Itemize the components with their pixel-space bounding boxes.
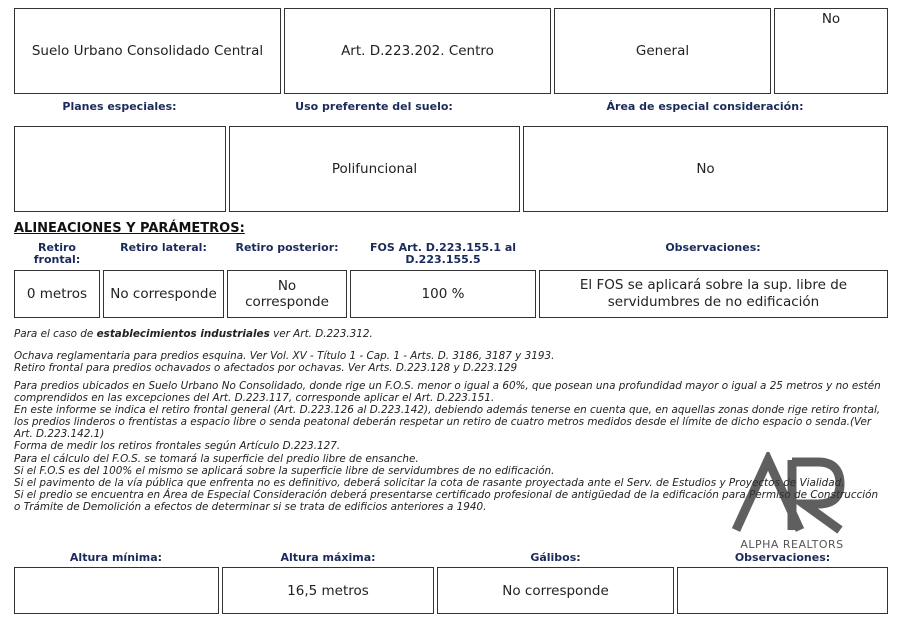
note-industriales-pre: Para el caso de <box>14 328 97 340</box>
uso-label: Uso preferente del suelo: <box>295 100 453 113</box>
note-fos-100: Si el F.O.S es del 100% el mismo se aplicará sobre la superficie libre de servidumbres de no edificación. <box>14 464 555 477</box>
note-retiro-general: En este informe se indica el retiro frontal general (Art. D.223.126 al D.223.142), debiendo además tenerse en cuenta que, en aquellas zonas donde rige retiro frontal, los predios linderos o frentistas a espacio libre o senda peatonal deberán respetar un retiro de cuatro metros medidos desde el límite de dicho espacio o senda.(Ver Art. D.223.142.1) <box>14 404 881 441</box>
area-label: Área de especial consideración: <box>606 100 804 113</box>
uso-field <box>229 126 520 212</box>
area-field <box>523 126 888 212</box>
observaciones-label: Observaciones: <box>665 241 761 254</box>
alpha-realtors-brand: ALPHA REALTORS <box>740 538 844 551</box>
altura-minima-field <box>14 567 219 614</box>
suelo-value: Suelo Urbano Consolidado Central <box>31 43 264 59</box>
retiro-posterior-value: No corresponde <box>245 278 329 310</box>
note-industriales-post: ver Art. D.223.312. <box>269 328 373 340</box>
note-especial-consideracion: Si el predio se encuentra en Área de Especial Consideración deberá presentarse certificado profesional de antigüedad de la edificación para Permiso de Construcción o Trámite de Demolición a efectos de determinar si se trata de edificios anteriores a 1940. <box>14 488 879 513</box>
notes-ochava <box>14 350 884 374</box>
fos-value: 100 % <box>421 286 465 302</box>
retiro-frontal-label: Retiro frontal: <box>33 241 81 266</box>
alturas-observaciones-field <box>677 567 888 614</box>
altura-maxima-value: 16,5 metros <box>287 582 369 599</box>
articulo-field <box>284 8 551 94</box>
articulo-value: Art. D.223.202. Centro <box>341 43 494 59</box>
note-pavimento: Si el pavimento de la vía pública que enfrenta no es definitivo, deberá solicitar la cota de rasante proyectada ante el Serv. de Estudios y Proyectos de Vialidad. <box>14 476 845 489</box>
altura-minima-label: Altura mínima: <box>69 551 163 564</box>
alineaciones-title: ALINEACIONES Y PARÁMETROS: <box>14 221 245 236</box>
retiro-posterior-field <box>227 270 347 318</box>
planes-label: Planes especiales: <box>62 100 177 113</box>
regimen-field <box>554 8 771 94</box>
suelo-field <box>14 8 281 94</box>
note-retiro-ochavados: Retiro frontal para predios ochavados o afectados por ochavas. Ver Arts. D.223.128 y D.223.129 <box>14 362 518 375</box>
note-no-consolidado: Para predios ubicados en Suelo Urbano No Consolidado, donde rige un F.O.S. menor o igual a 60%, que posean una profundidad mayor o igual a 25 metros y no estén comprendidos en las excepciones del Art. D.223.117, corresponde aplicar el Art. D.223.151. <box>14 380 881 405</box>
retiro-lateral-field <box>103 270 224 318</box>
observaciones-field <box>539 270 888 318</box>
retiro-posterior-label: Retiro posterior: <box>235 241 339 254</box>
alturas-observaciones-label: Observaciones: <box>734 551 831 564</box>
extra-value: No <box>821 11 841 27</box>
fos-field <box>350 270 536 318</box>
retiro-lateral-value: No corresponde <box>110 286 217 302</box>
extra-field <box>774 8 888 94</box>
area-value: No <box>696 161 715 177</box>
galibos-label: Gálibos: <box>530 551 581 564</box>
observaciones-value: El FOS se aplicará sobre la sup. libre de servidumbres de no edificación <box>579 277 848 310</box>
galibos-field <box>437 567 674 614</box>
planes-field <box>14 126 226 212</box>
altura-maxima-label: Altura máxima: <box>280 551 376 564</box>
regimen-value: General <box>635 43 690 59</box>
fos-label: FOS Art. D.223.155.1 al D.223.155.5 <box>369 241 517 266</box>
note-forma-medir: Forma de medir los retiros frontales según Artículo D.223.127. <box>14 440 341 453</box>
retiro-lateral-label: Retiro lateral: <box>120 241 207 254</box>
uso-value: Polifuncional <box>331 161 418 177</box>
note-industriales-bold: establecimientos industriales <box>96 328 270 340</box>
galibos-value: No corresponde <box>502 582 609 599</box>
note-calculo-fos: Para el cálculo del F.O.S. se tomará la superficie del predio libre de ensanche. <box>14 452 419 465</box>
retiro-frontal-value: 0 metros <box>26 286 88 302</box>
note-ochava: Ochava reglamentaria para predios esquina. Ver Vol. XV - Título 1 - Cap. 1 - Arts. D. 3186, 3187 y 3193. <box>14 350 555 362</box>
retiro-frontal-field <box>14 270 100 318</box>
altura-maxima-field <box>222 567 434 614</box>
note-industriales <box>14 328 884 340</box>
